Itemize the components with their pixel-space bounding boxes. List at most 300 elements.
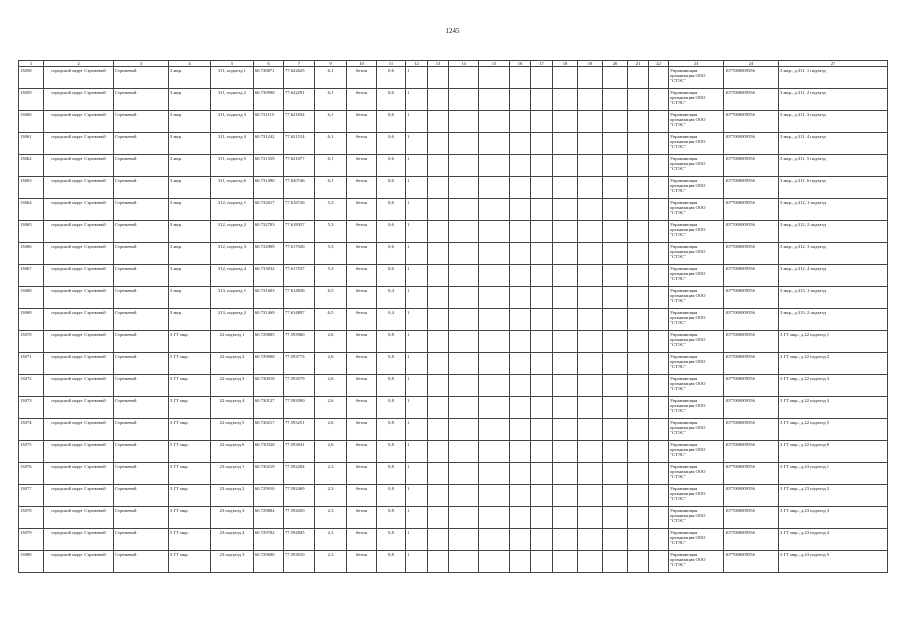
- empty-cell: [479, 419, 510, 441]
- empty-cell: [628, 463, 649, 485]
- source-cell: 3 ГТ мкр., д.22 подъезд 5: [779, 419, 888, 441]
- volume-cell: 0,8: [377, 551, 406, 573]
- table-row: [19, 243, 888, 265]
- ogrn-cell: 1077000009556: [724, 309, 779, 331]
- column-number: 3: [114, 61, 169, 67]
- area-cell: 2,6: [315, 353, 347, 375]
- address-cell: 312, подъезд 2: [211, 221, 254, 243]
- empty-cell: [510, 529, 531, 551]
- empty-cell: [449, 419, 479, 441]
- okrug-cell: городской округ Стрежевой: [44, 441, 114, 463]
- city-cell: Стрежевой: [114, 441, 169, 463]
- district-cell: 3 ГТ мкр.: [169, 551, 211, 573]
- empty-cell: [479, 199, 510, 221]
- source-cell: 3 мкр., д.311, 6 подъезд: [779, 177, 888, 199]
- city-cell: Стрежевой: [114, 155, 169, 177]
- ogrn-cell: 1077000009556: [724, 221, 779, 243]
- okrug-cell: городской округ Стрежевой: [44, 133, 114, 155]
- organization-cell: Управляющая организация ООО "СТЭС": [669, 287, 724, 309]
- ogrn-cell: 1077000009556: [724, 353, 779, 375]
- empty-cell: [649, 309, 669, 331]
- empty-cell: [553, 529, 578, 551]
- source-cell: 3 мкр., д.311, 1 подъезд: [779, 67, 888, 89]
- table-row: [19, 111, 888, 133]
- empty-cell: [649, 441, 669, 463]
- ogrn-cell: 1077000009556: [724, 529, 779, 551]
- empty-cell: [553, 155, 578, 177]
- empty-cell: [603, 419, 628, 441]
- count-cell: 1: [406, 441, 428, 463]
- ogrn-cell: 1077000009556: [724, 111, 779, 133]
- longitude-cell: 77.593579: [284, 375, 315, 397]
- empty-cell: [531, 111, 553, 133]
- empty-cell: [553, 463, 578, 485]
- column-number: 21: [628, 61, 649, 67]
- latitude-cell: 60.729702: [254, 529, 284, 551]
- empty-cell: [449, 221, 479, 243]
- empty-cell: [553, 89, 578, 111]
- empty-cell: [510, 507, 531, 529]
- source-cell: 3 ГТ мкр., д.23 подъезд 4: [779, 529, 888, 551]
- longitude-cell: 77.618726: [284, 199, 315, 221]
- table-row: [19, 67, 888, 89]
- column-number: 2: [44, 61, 114, 67]
- volume-cell: 0,6: [377, 89, 406, 111]
- city-cell: Стрежевой: [114, 397, 169, 419]
- ogrn-cell: 1077000009556: [724, 397, 779, 419]
- empty-cell: [428, 133, 449, 155]
- latitude-cell: 60.729804: [254, 507, 284, 529]
- city-cell: Стрежевой: [114, 331, 169, 353]
- material-cell: бетон: [347, 89, 377, 111]
- material-cell: бетон: [347, 199, 377, 221]
- empty-cell: [553, 265, 578, 287]
- okrug-cell: городской округ Стрежевой: [44, 265, 114, 287]
- empty-cell: [531, 133, 553, 155]
- okrug-cell: городской округ Стрежевой: [44, 309, 114, 331]
- table-row: [19, 221, 888, 243]
- empty-cell: [578, 353, 603, 375]
- count-cell: 1: [406, 397, 428, 419]
- okrug-cell: городской округ Стрежевой: [44, 331, 114, 353]
- material-cell: бетон: [347, 441, 377, 463]
- organization-cell: Управляющая организация ООО "СТЭС": [669, 89, 724, 111]
- city-cell: Стрежевой: [114, 309, 169, 331]
- empty-cell: [449, 331, 479, 353]
- empty-cell: [578, 133, 603, 155]
- source-cell: 3 ГТ мкр., д.23 подъезд 2: [779, 485, 888, 507]
- empty-cell: [628, 419, 649, 441]
- empty-cell: [649, 133, 669, 155]
- volume-cell: 0,6: [377, 221, 406, 243]
- organization-cell: Управляющая организация ООО "СТЭС": [669, 243, 724, 265]
- empty-cell: [649, 199, 669, 221]
- okrug-cell: городской округ Стрежевой: [44, 507, 114, 529]
- district-cell: 3 мкр.: [169, 155, 211, 177]
- count-cell: 1: [406, 507, 428, 529]
- district-cell: 3 мкр.: [169, 111, 211, 133]
- table-row: [19, 353, 888, 375]
- area-cell: 2,3: [315, 485, 347, 507]
- address-cell: 313, подъезд 1: [211, 287, 254, 309]
- empty-cell: [578, 309, 603, 331]
- latitude-cell: 60.730998: [254, 89, 284, 111]
- empty-cell: [649, 463, 669, 485]
- material-cell: бетон: [347, 155, 377, 177]
- volume-cell: 0,6: [377, 265, 406, 287]
- empty-cell: [603, 551, 628, 573]
- empty-cell: [531, 67, 553, 89]
- empty-cell: [628, 375, 649, 397]
- organization-cell: Управляющая организация ООО "СТЭС": [669, 199, 724, 221]
- empty-cell: [479, 485, 510, 507]
- address-cell: 312, подъезд 4: [211, 265, 254, 287]
- empty-cell: [479, 111, 510, 133]
- empty-cell: [531, 287, 553, 309]
- material-cell: бетон: [347, 287, 377, 309]
- count-cell: 1: [406, 309, 428, 331]
- area-cell: 2,6: [315, 375, 347, 397]
- empty-cell: [603, 463, 628, 485]
- table-row: [19, 507, 888, 529]
- district-cell: 3 мкр.: [169, 287, 211, 309]
- empty-cell: [553, 111, 578, 133]
- empty-cell: [428, 485, 449, 507]
- volume-cell: 0,6: [377, 111, 406, 133]
- empty-cell: [479, 287, 510, 309]
- longitude-cell: 77.617537: [284, 265, 315, 287]
- material-cell: бетон: [347, 507, 377, 529]
- table-row: [19, 265, 888, 287]
- table-row: [19, 375, 888, 397]
- row-number: 13058: [19, 67, 44, 89]
- volume-cell: 0,8: [377, 507, 406, 529]
- organization-cell: Управляющая организация ООО "СТЭС": [669, 441, 724, 463]
- volume-cell: 0,8: [377, 463, 406, 485]
- row-number: 13070: [19, 331, 44, 353]
- empty-cell: [531, 507, 553, 529]
- column-number: 13: [428, 61, 449, 67]
- organization-cell: Управляющая организация ООО "СТЭС": [669, 67, 724, 89]
- okrug-cell: городской округ Стрежевой: [44, 111, 114, 133]
- district-cell: 3 ГТ мкр.: [169, 353, 211, 375]
- empty-cell: [603, 199, 628, 221]
- ogrn-cell: 1077000009556: [724, 243, 779, 265]
- empty-cell: [649, 419, 669, 441]
- material-cell: бетон: [347, 309, 377, 331]
- district-cell: 3 мкр.: [169, 309, 211, 331]
- empty-cell: [649, 243, 669, 265]
- empty-cell: [628, 287, 649, 309]
- district-cell: 3 мкр.: [169, 89, 211, 111]
- row-number: 13062: [19, 155, 44, 177]
- column-number: 12: [406, 61, 428, 67]
- empty-cell: [531, 463, 553, 485]
- longitude-cell: 77.620746: [284, 177, 315, 199]
- empty-cell: [428, 397, 449, 419]
- address-cell: 312, подъезд 1: [211, 199, 254, 221]
- longitude-cell: 77.614897: [284, 309, 315, 331]
- okrug-cell: городской округ Стрежевой: [44, 529, 114, 551]
- empty-cell: [628, 485, 649, 507]
- ogrn-cell: 1077000009556: [724, 155, 779, 177]
- column-number: 4: [169, 61, 211, 67]
- empty-cell: [649, 331, 669, 353]
- empty-cell: [649, 397, 669, 419]
- longitude-cell: 77.618357: [284, 221, 315, 243]
- ogrn-cell: 1077000009556: [724, 199, 779, 221]
- empty-cell: [510, 287, 531, 309]
- empty-cell: [449, 111, 479, 133]
- empty-cell: [428, 111, 449, 133]
- source-cell: 3 ГТ мкр., д.22 подъезд 3: [779, 375, 888, 397]
- table-row: [19, 89, 888, 111]
- address-cell: 311, подъезд 1: [211, 67, 254, 89]
- empty-cell: [449, 265, 479, 287]
- table-row: [19, 397, 888, 419]
- city-cell: Стрежевой: [114, 89, 169, 111]
- area-cell: 6,1: [315, 177, 347, 199]
- empty-cell: [628, 265, 649, 287]
- empty-cell: [428, 221, 449, 243]
- empty-cell: [553, 353, 578, 375]
- count-cell: 1: [406, 199, 428, 221]
- empty-cell: [510, 155, 531, 177]
- empty-cell: [649, 507, 669, 529]
- empty-cell: [479, 265, 510, 287]
- latitude-cell: 60.731603: [254, 287, 284, 309]
- empty-cell: [603, 287, 628, 309]
- material-cell: бетон: [347, 353, 377, 375]
- area-cell: 5,3: [315, 221, 347, 243]
- empty-cell: [603, 155, 628, 177]
- empty-cell: [553, 507, 578, 529]
- column-number: 7: [284, 61, 315, 67]
- row-number: 13059: [19, 89, 44, 111]
- count-cell: 1: [406, 67, 428, 89]
- material-cell: бетон: [347, 529, 377, 551]
- empty-cell: [510, 551, 531, 573]
- district-cell: 3 мкр.: [169, 243, 211, 265]
- empty-cell: [449, 375, 479, 397]
- count-cell: 1: [406, 287, 428, 309]
- address-cell: 311, подъезд 5: [211, 155, 254, 177]
- longitude-cell: 77.593390: [284, 397, 315, 419]
- empty-cell: [449, 199, 479, 221]
- material-cell: бетон: [347, 67, 377, 89]
- ogrn-cell: 1077000009556: [724, 67, 779, 89]
- empty-cell: [628, 331, 649, 353]
- volume-cell: 0,8: [377, 331, 406, 353]
- city-cell: Стрежевой: [114, 199, 169, 221]
- city-cell: Стрежевой: [114, 419, 169, 441]
- source-cell: 3 мкр., д.312, 4 подъезд: [779, 265, 888, 287]
- empty-cell: [649, 177, 669, 199]
- table-row: [19, 551, 888, 573]
- latitude-cell: 60.729910: [254, 485, 284, 507]
- area-cell: 2,3: [315, 529, 347, 551]
- volume-cell: 0,6: [377, 133, 406, 155]
- district-cell: 3 мкр.: [169, 67, 211, 89]
- empty-cell: [449, 133, 479, 155]
- area-cell: 6,5: [315, 287, 347, 309]
- empty-cell: [479, 67, 510, 89]
- city-cell: Стрежевой: [114, 265, 169, 287]
- latitude-cell: 60.730018: [254, 375, 284, 397]
- empty-cell: [428, 155, 449, 177]
- organization-cell: Управляющая организация ООО "СТЭС": [669, 375, 724, 397]
- empty-cell: [578, 111, 603, 133]
- district-cell: 3 ГТ мкр.: [169, 507, 211, 529]
- okrug-cell: городской округ Стрежевой: [44, 353, 114, 375]
- table-row: [19, 133, 888, 155]
- ogrn-cell: 1077000009556: [724, 265, 779, 287]
- empty-cell: [603, 309, 628, 331]
- column-number: 15: [479, 61, 510, 67]
- address-cell: 22 подъезд 4: [211, 397, 254, 419]
- count-cell: 1: [406, 111, 428, 133]
- empty-cell: [603, 331, 628, 353]
- table-row: [19, 463, 888, 485]
- source-cell: 3 мкр., д.313, 2 подъезд: [779, 309, 888, 331]
- empty-cell: [553, 221, 578, 243]
- empty-cell: [553, 441, 578, 463]
- count-cell: 1: [406, 331, 428, 353]
- organization-cell: Управляющая организация ООО "СТЭС": [669, 309, 724, 331]
- district-cell: 3 ГТ мкр.: [169, 463, 211, 485]
- source-cell: 3 ГТ мкр., д.22 подъезд 4: [779, 397, 888, 419]
- ogrn-cell: 1077000009556: [724, 485, 779, 507]
- column-number: 1: [19, 61, 44, 67]
- source-cell: 3 мкр., д.313, 1 подъезд: [779, 287, 888, 309]
- empty-cell: [531, 419, 553, 441]
- empty-cell: [510, 419, 531, 441]
- empty-cell: [428, 331, 449, 353]
- city-cell: Стрежевой: [114, 177, 169, 199]
- ogrn-cell: 1077000009556: [724, 177, 779, 199]
- page-number: 1245: [445, 27, 460, 35]
- city-cell: Стрежевой: [114, 375, 169, 397]
- organization-cell: Управляющая организация ООО "СТЭС": [669, 485, 724, 507]
- address-cell: 23 подъезд 3: [211, 507, 254, 529]
- empty-cell: [649, 111, 669, 133]
- empty-cell: [531, 441, 553, 463]
- organization-cell: Управляющая организация ООО "СТЭС": [669, 265, 724, 287]
- empty-cell: [578, 485, 603, 507]
- empty-cell: [479, 441, 510, 463]
- source-cell: 3 мкр., д.312, 3 подъезд: [779, 243, 888, 265]
- empty-cell: [428, 353, 449, 375]
- organization-cell: Управляющая организация ООО "СТЭС": [669, 529, 724, 551]
- empty-cell: [553, 419, 578, 441]
- empty-cell: [510, 331, 531, 353]
- district-cell: 3 ГТ мкр.: [169, 485, 211, 507]
- column-number: 17: [531, 61, 553, 67]
- empty-cell: [531, 89, 553, 111]
- empty-cell: [603, 67, 628, 89]
- area-cell: 6,1: [315, 155, 347, 177]
- row-number: 13074: [19, 419, 44, 441]
- empty-cell: [531, 375, 553, 397]
- empty-cell: [479, 177, 510, 199]
- material-cell: бетон: [347, 331, 377, 353]
- row-number: 13063: [19, 177, 44, 199]
- organization-cell: Управляющая организация ООО "СТЭС": [669, 551, 724, 573]
- empty-cell: [578, 463, 603, 485]
- empty-cell: [479, 463, 510, 485]
- empty-cell: [578, 89, 603, 111]
- organization-cell: Управляющая организация ООО "СТЭС": [669, 111, 724, 133]
- row-number: 13076: [19, 463, 44, 485]
- empty-cell: [449, 243, 479, 265]
- empty-cell: [428, 89, 449, 111]
- city-cell: Стрежевой: [114, 287, 169, 309]
- registry-table: [18, 60, 888, 573]
- empty-cell: [510, 199, 531, 221]
- organization-cell: Управляющая организация ООО "СТЭС": [669, 353, 724, 375]
- empty-cell: [603, 133, 628, 155]
- district-cell: 3 ГТ мкр.: [169, 441, 211, 463]
- empty-cell: [449, 67, 479, 89]
- empty-cell: [603, 507, 628, 529]
- empty-cell: [531, 397, 553, 419]
- empty-cell: [553, 177, 578, 199]
- empty-cell: [449, 507, 479, 529]
- address-cell: 22 подъезд 3: [211, 375, 254, 397]
- empty-cell: [628, 397, 649, 419]
- row-number: 13075: [19, 441, 44, 463]
- empty-cell: [649, 529, 669, 551]
- source-cell: 3 мкр., д.311, 2 подъезд: [779, 89, 888, 111]
- ogrn-cell: 1077000009556: [724, 419, 779, 441]
- empty-cell: [449, 309, 479, 331]
- empty-cell: [449, 441, 479, 463]
- empty-cell: [553, 551, 578, 573]
- column-number: 6: [254, 61, 284, 67]
- empty-cell: [510, 485, 531, 507]
- row-number: 13067: [19, 265, 44, 287]
- empty-cell: [479, 529, 510, 551]
- material-cell: бетон: [347, 243, 377, 265]
- row-number: 13072: [19, 375, 44, 397]
- empty-cell: [553, 485, 578, 507]
- city-cell: Стрежевой: [114, 353, 169, 375]
- empty-cell: [531, 221, 553, 243]
- district-cell: 3 мкр.: [169, 177, 211, 199]
- empty-cell: [578, 155, 603, 177]
- source-cell: 3 мкр., д.311, 4 подъезд: [779, 133, 888, 155]
- empty-cell: [428, 177, 449, 199]
- address-cell: 23 подъезд 2: [211, 485, 254, 507]
- row-number: 13061: [19, 133, 44, 155]
- area-cell: 2,3: [315, 463, 347, 485]
- okrug-cell: городской округ Стрежевой: [44, 89, 114, 111]
- empty-cell: [479, 133, 510, 155]
- table-row: [19, 155, 888, 177]
- organization-cell: Управляющая организация ООО "СТЭС": [669, 133, 724, 155]
- count-cell: 1: [406, 551, 428, 573]
- empty-cell: [603, 529, 628, 551]
- column-number: 20: [603, 61, 628, 67]
- count-cell: 1: [406, 353, 428, 375]
- ogrn-cell: 1077000009556: [724, 287, 779, 309]
- address-cell: 312, подъезд 3: [211, 243, 254, 265]
- area-cell: 2,6: [315, 419, 347, 441]
- empty-cell: [578, 529, 603, 551]
- column-number: 19: [578, 61, 603, 67]
- longitude-cell: 77.592469: [284, 485, 315, 507]
- longitude-cell: 77.592845: [284, 529, 315, 551]
